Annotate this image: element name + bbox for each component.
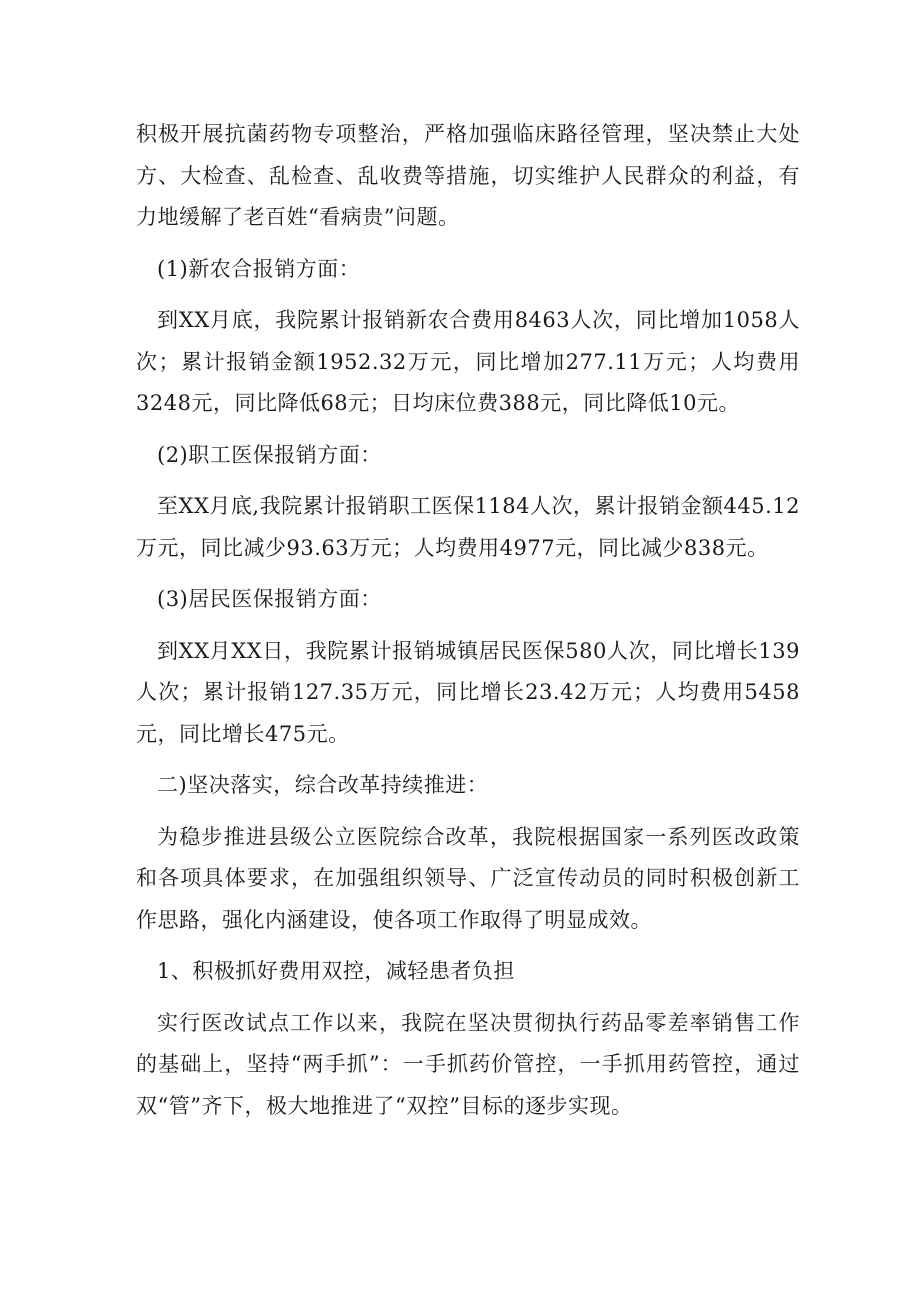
- heading-employee-insurance: (2)职工医保报销方面：: [157, 442, 382, 467]
- paragraph-resident-insurance: 到XX月XX日，我院累计报销城镇居民医保580人次，同比增长139人次；累计报销127.35万元，同比增长23.42万元；人均费用5458元，同比增长475元。: [136, 638, 800, 746]
- heading-ncms-reimbursement: (1)新农合报销方面：: [157, 256, 361, 281]
- heading-comprehensive-reform: 二)坚决落实，综合改革持续推进：: [157, 773, 489, 797]
- paragraph-cost-control: 实行医改试点工作以来，我院在坚决贯彻执行药品零差率销售工作的基础上，坚持“两手抓”：一手抓药价管控，一手抓用药管控，通过双“管”齐下，极大地推进了“双控”目标的逐步实现。: [136, 1010, 800, 1118]
- heading-cost-control: 1、积极抓好费用双控，减轻患者负担: [157, 959, 515, 983]
- paragraph-ncms-reimbursement: 到XX月底，我院累计报销新农合费用8463人次，同比增加1058人次；累计报销金额1952.32万元，同比增加277.11万元；人均费用3248元，同比降低68元；日均床位费388元，同比降低10元。: [136, 308, 800, 415]
- paragraph-employee-insurance: 至XX月底,我院累计报销职工医保1184人次，累计报销金额445.12万元，同比减少93.63万元；人均费用4977元，同比减少838元。: [136, 494, 800, 560]
- heading-resident-insurance: (3)居民医保报销方面：: [157, 587, 382, 611]
- document-body: [136, 114, 800, 1127]
- paragraph-comprehensive-reform: 为稳步推进县级公立医院综合改革，我院根据国家一系列医改政策和各项具体要求，在加强组织领导、广泛宣传动员的同时积极创新工作思路，强化内涵建设，使各项工作取得了明显成效。: [136, 824, 800, 932]
- paragraph-antibiotic-governance: 积极开展抗菌药物专项整治，严格加强临床路径管理，坚决禁止大处方、大检查、乱检查、乱收费等措施，切实维护人民群众的利益，有力地缓解了老百姓“看病贵”问题。: [136, 122, 800, 229]
